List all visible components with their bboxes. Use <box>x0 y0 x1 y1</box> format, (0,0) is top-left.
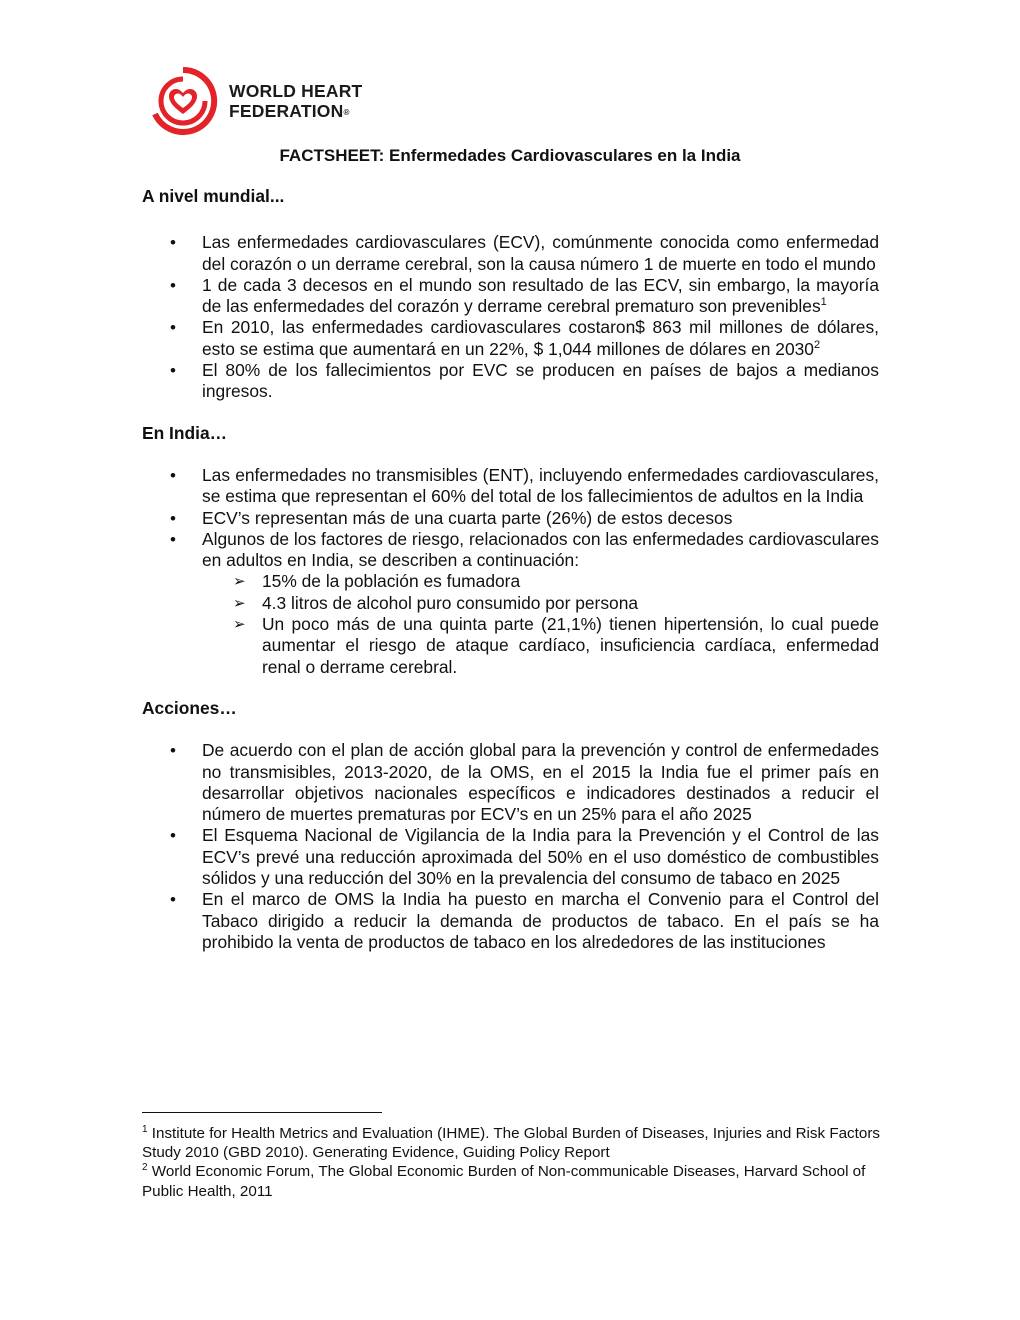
list-item <box>142 317 879 360</box>
section-heading-acciones: Acciones… <box>142 697 237 718</box>
footnotes <box>142 1124 882 1201</box>
list-item <box>142 465 879 508</box>
list-item <box>142 740 879 825</box>
footnote-text: World Economic Forum, The Global Economic Burden of Non-communicable Diseases, Harvard School of Public Health, 2011 <box>142 1163 866 1200</box>
list-item <box>142 232 879 275</box>
sub-list-item: ➢ 4.3 litros de alcohol puro consumido por persona <box>202 593 879 614</box>
footnote-separator <box>142 1112 382 1113</box>
list-item-text: En el marco de OMS la India ha puesto en marcha el Convenio para el Control del Tabaco dirigido a reducir la demanda de productos de tabaco. En el país se ha prohibido la venta de productos de tabaco en los alrededores de las instituciones <box>202 889 879 952</box>
list-item-text: De acuerdo con el plan de acción global para la prevención y control de enfermedades no transmisibles, 2013-2020, de la OMS, en el 2015 la India fue el primer país en desarrollar objetivos nacionales específicos e indicadores destinados a reducir el número de muertes prematuras por ECV’s en un 25% para el año 2025 <box>202 740 879 825</box>
sub-list-item: ➢ 15% de la población es fumadora <box>202 571 879 592</box>
list-item-text: En 2010, las enfermedades cardiovasculares costaron$ 863 mil millones de dólares, esto se estima que aumentará en un 22%, $ 1,044 millones de dólares en 2030 <box>202 317 879 359</box>
footnote-number: 1 <box>142 1123 148 1135</box>
bullet-list-mundial <box>142 232 879 402</box>
list-item <box>142 360 879 403</box>
list-item-text: Algunos de los factores de riesgo, relacionados con las enfermedades cardiovasculares en adultos en India, se describen a continuación: <box>202 528 879 571</box>
logo-wordmark <box>229 81 362 121</box>
list-item-text: El 80% de los fallecimientos por EVC se producen en países de bajos a medianos ingresos. <box>202 360 879 402</box>
section-heading-india: En India… <box>142 422 228 443</box>
footnote-ref-1: 1 <box>820 296 827 309</box>
document-body <box>142 186 879 953</box>
list-item-text: El Esquema Nacional de Vigilancia de la India para la Prevención y el Control de las ECV’s prevé una reducción aproximada del 50% en el uso doméstico de combustibles sólidos y una reducción del 30% en la prevalencia del consumo de tabaco en 2025 <box>202 825 879 889</box>
footnote-text: Institute for Health Metrics and Evaluation (IHME). The Global Burden of Diseases, Injuries and Risk Factors Study 2010 (GBD 2010). Generating Evidence, Guiding Policy Report <box>142 1125 880 1162</box>
list-item <box>142 529 879 678</box>
footnote-ref-2: 2 <box>813 338 821 351</box>
logo-line-1: WORLD HEART <box>229 81 363 101</box>
world-heart-federation-logo <box>148 66 408 136</box>
bullet-list-acciones <box>142 740 879 953</box>
page-title: FACTSHEET: Enfermedades Cardiovasculares en la India <box>279 146 741 165</box>
footnote-number: 2 <box>142 1162 148 1174</box>
sub-list-item: ➢ Un poco más de una quinta parte (21,1%) tienen hipertensión, lo cual puede aumentar el riesgo de ataque cardíaco, insuficiencia cardíaca, enfermedad renal o derrame cerebral. <box>202 614 879 678</box>
heart-rings-icon <box>148 66 218 136</box>
bullet-list-india <box>142 465 879 678</box>
registered-mark: ® <box>343 108 350 117</box>
list-item-text: 1 de cada 3 decesos en el mundo son resultado de las ECV, sin embargo, la mayoría de las enfermedades del corazón y derrame cerebral prematuro son prevenibles <box>202 274 879 317</box>
logo-line-2: FEDERATION <box>229 101 344 121</box>
section-heading-mundial: A nivel mundial... <box>142 186 285 206</box>
list-item-text: Las enfermedades no transmisibles (ENT), incluyendo enfermedades cardiovasculares, se estima que representan el 60% del total de los fallecimientos de adultos en la India <box>202 464 879 507</box>
list-item <box>142 275 879 318</box>
list-item-text: ECV’s representan más de una cuarta parte (26%) de estos decesos <box>202 507 733 528</box>
list-item <box>142 825 879 889</box>
list-item-text: Las enfermedades cardiovasculares (ECV), comúnmente conocida como enfermedad del corazón o un derrame cerebral, son la causa número 1 de muerte en todo el mundo <box>202 232 879 274</box>
list-item <box>142 889 879 953</box>
footnote-2 <box>142 1162 882 1200</box>
list-item <box>142 508 879 529</box>
footnote-1 <box>142 1124 882 1162</box>
sub-list-risk-factors <box>202 571 879 677</box>
